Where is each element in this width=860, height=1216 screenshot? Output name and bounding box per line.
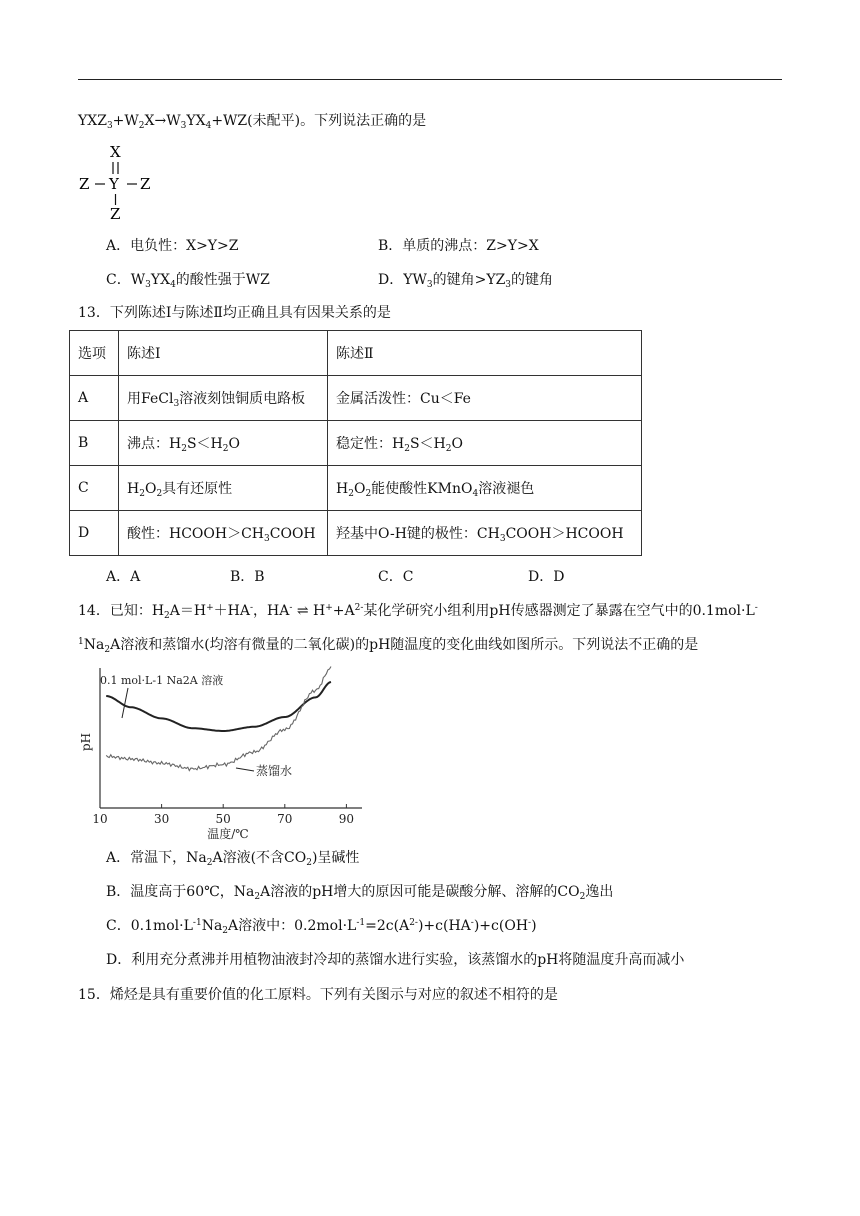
q13-stem: 13．下列陈述Ⅰ与陈述Ⅱ均正确且具有因果关系的是	[78, 305, 391, 321]
q14-stem-line1: 14．已知：$H_2A=H^++HA^-$，HA- ⇌ $H^++A^{2-}$某化学研究小组利用pH传感器测定了暴露在空气中的0.1mol·L-	[78, 603, 758, 621]
q12-equation: $YXZ_3+W_2X\to W_3YX_4+WZ$(未配平)。下列说法正确的是	[78, 113, 427, 131]
q14-ph-chart	[78, 662, 368, 840]
x-tick-label: 90	[338, 812, 355, 826]
series-water-label: 蒸馏水	[256, 764, 293, 778]
table-row	[70, 376, 642, 421]
series-na2a-label: 0.1 mol·L-1 Na2A 溶液	[100, 674, 224, 687]
structure-left-atom: Z	[79, 175, 90, 193]
row-d-statement-2: 羟基中O-H键的极性：$CH_3COOH>HCOOH$	[328, 511, 642, 556]
row-d-statement-1: 酸性：$HCOOH>CH_3COOH$	[119, 511, 328, 556]
q12-option-c: C．$W_3YX_4$的酸性强于WZ	[106, 272, 270, 290]
row-b-statement-2: 稳定性：$H_2S<H_2O$	[328, 421, 642, 466]
row-a-statement-1: 用FeCl$_3$溶液刻蚀铜质电路板	[119, 376, 328, 421]
header-option: 选项	[70, 331, 119, 376]
structure-right-atom: Z	[140, 175, 151, 193]
q13-choice-a: A．A	[106, 569, 141, 585]
header-statement-2: 陈述Ⅱ	[328, 331, 642, 376]
q13-choice-d: D．D	[528, 569, 565, 585]
q12-option-b: B．单质的沸点：Z>Y>X	[378, 238, 539, 254]
x-axis-label: 温度/℃	[207, 827, 249, 840]
q14-option-b: B．温度高于60℃，$Na_2A$溶液的pH增大的原因可能是碳酸分解、溶解的$CO_2$逸出	[106, 884, 614, 902]
table-row	[70, 511, 642, 556]
row-d-option: D	[70, 511, 119, 556]
q15-stem: 15．烯烃是具有重要价值的化工原料。下列有关图示与对应的叙述不相符的是	[78, 987, 558, 1003]
row-b-option: B	[70, 421, 119, 466]
structure-bottom-atom: Z	[110, 205, 121, 223]
q12-option-a: A．电负性：X>Y>Z	[106, 238, 239, 254]
series-water-leader	[236, 768, 254, 771]
q13-choice-c: C．C	[378, 569, 414, 585]
x-tick-label: 30	[153, 812, 170, 826]
row-b-statement-1: 沸点：$H_2S<H_2O$	[119, 421, 328, 466]
x-tick-label: 50	[215, 812, 231, 826]
series-na2a-leader	[122, 688, 128, 718]
q14-option-c: C．$0.1mol\cdot L^{-1}Na_2A$溶液中：$0.2mol\cdot L^{-1}=2c(A^{2-})+c(HA^-)+c(OH^-)$	[106, 918, 537, 936]
row-a-statement-2: 金属活泼性：Cu＜Fe	[328, 376, 642, 421]
table-row	[70, 466, 642, 511]
q13-choice-b: B．B	[230, 569, 265, 585]
q12-option-d: D．$YW_3$的键角$>YZ_3$的键角	[378, 272, 554, 290]
header-rule	[78, 79, 782, 80]
row-c-statement-2: $H_2O_2$能使酸性KMnO$_4$溶液褪色	[328, 466, 642, 511]
table-header-row	[70, 331, 642, 376]
structure-top-atom: X	[110, 143, 121, 161]
structure-center-atom: Y	[109, 175, 119, 193]
table-row	[70, 421, 642, 466]
q12-structure	[74, 140, 164, 224]
row-a-option: A	[70, 376, 119, 421]
q13-table	[69, 330, 642, 556]
x-tick-label: 10	[92, 812, 108, 826]
q14-stem-line2: $^1Na_2A$溶液和蒸馏水(均溶有微量的二氧化碳)的pH随温度的变化曲线如图所示。下列说法不正确的是	[78, 637, 699, 655]
header-statement-1: 陈述Ⅰ	[119, 331, 328, 376]
y-axis-label: pH	[79, 732, 93, 752]
row-c-statement-1: $H_2O_2$具有还原性	[119, 466, 328, 511]
q14-option-a: A．常温下，$Na_2A$溶液(不含$CO_2$)呈碱性	[106, 850, 360, 868]
series-na2a-line	[106, 682, 331, 731]
row-c-option: C	[70, 466, 119, 511]
q14-option-d: D．利用充分煮沸并用植物油液封冷却的蒸馏水进行实验，该蒸馏水的pH将随温度升高而减小	[106, 952, 685, 968]
x-tick-label: 70	[277, 812, 293, 826]
